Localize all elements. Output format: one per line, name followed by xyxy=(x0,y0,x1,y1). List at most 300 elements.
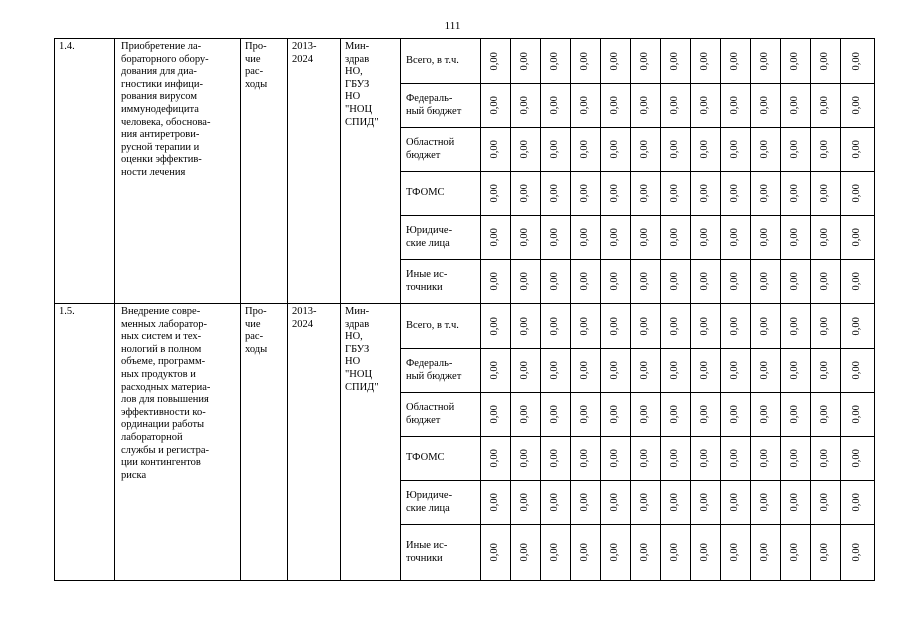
funding-value: 0,00 xyxy=(489,96,501,115)
funding-value-cell xyxy=(571,304,601,349)
funding-value: 0,00 xyxy=(819,51,831,71)
funding-value: 0,00 xyxy=(609,493,621,512)
funding-value-cell xyxy=(811,260,841,304)
funding-value: 0,00 xyxy=(819,316,831,336)
funding-value: 0,00 xyxy=(789,140,801,159)
funding-value: 0,00 xyxy=(851,228,863,247)
funding-value: 0,00 xyxy=(549,140,561,159)
funding-value: 0,00 xyxy=(549,361,561,380)
funding-value-cell xyxy=(781,481,811,525)
funding-value-cell xyxy=(541,172,571,216)
funding-value: 0,00 xyxy=(789,51,801,71)
funding-value-cell xyxy=(751,349,781,393)
funding-value-cell xyxy=(721,172,751,216)
responsible-executor: Мин- здрав НО, ГБУЗ НО "НОЦ СПИД" xyxy=(341,39,401,304)
funding-value-cell xyxy=(811,525,841,581)
funding-value: 0,00 xyxy=(639,228,651,247)
funding-value-cell xyxy=(841,172,875,216)
funding-value-cell xyxy=(721,39,751,84)
funding-value-cell xyxy=(511,216,541,260)
funding-value: 0,00 xyxy=(489,449,501,468)
funding-value: 0,00 xyxy=(851,405,863,424)
funding-value: 0,00 xyxy=(489,272,501,291)
funding-value: 0,00 xyxy=(669,449,681,468)
funding-value-cell xyxy=(661,84,691,128)
funding-source-label: Всего, в т.ч. xyxy=(401,39,481,84)
expense-type: Про- чие рас- ходы xyxy=(241,304,288,581)
funding-value-cell xyxy=(691,437,721,481)
funding-value: 0,00 xyxy=(851,51,863,71)
funding-value: 0,00 xyxy=(851,184,863,203)
funding-value: 0,00 xyxy=(609,96,621,115)
funding-value-cell xyxy=(601,39,631,84)
funding-value-cell xyxy=(691,481,721,525)
funding-value-cell xyxy=(841,84,875,128)
funding-source-label: ТФОМС xyxy=(401,437,481,481)
funding-value-cell xyxy=(661,304,691,349)
funding-value-cell xyxy=(781,437,811,481)
funding-value-cell xyxy=(811,216,841,260)
funding-value-cell xyxy=(481,84,511,128)
funding-value-cell xyxy=(601,84,631,128)
funding-value: 0,00 xyxy=(759,493,771,512)
funding-value-cell xyxy=(751,525,781,581)
funding-value-cell xyxy=(661,172,691,216)
funding-value: 0,00 xyxy=(489,140,501,159)
funding-value-cell xyxy=(511,39,541,84)
funding-value: 0,00 xyxy=(669,405,681,424)
funding-value-cell xyxy=(751,128,781,172)
funding-value: 0,00 xyxy=(549,51,561,71)
funding-value: 0,00 xyxy=(489,543,501,562)
funding-value-cell xyxy=(511,128,541,172)
funding-value: 0,00 xyxy=(699,272,711,291)
funding-value: 0,00 xyxy=(639,51,651,71)
funding-value-cell xyxy=(571,349,601,393)
funding-value-cell xyxy=(481,260,511,304)
funding-value-cell xyxy=(481,304,511,349)
funding-value: 0,00 xyxy=(851,449,863,468)
funding-value-cell xyxy=(691,260,721,304)
funding-value: 0,00 xyxy=(699,184,711,203)
funding-value-cell xyxy=(631,260,661,304)
funding-value-cell xyxy=(781,39,811,84)
funding-value: 0,00 xyxy=(699,493,711,512)
funding-value-cell xyxy=(601,128,631,172)
funding-value: 0,00 xyxy=(609,184,621,203)
funding-value-cell xyxy=(571,437,601,481)
funding-value-cell xyxy=(541,304,571,349)
funding-value: 0,00 xyxy=(639,449,651,468)
funding-value-cell xyxy=(631,216,661,260)
funding-value: 0,00 xyxy=(609,543,621,562)
funding-value-cell xyxy=(511,172,541,216)
funding-value-cell xyxy=(481,437,511,481)
funding-value: 0,00 xyxy=(729,543,741,562)
funding-value: 0,00 xyxy=(789,316,801,336)
funding-value-cell xyxy=(781,128,811,172)
funding-value: 0,00 xyxy=(549,316,561,336)
funding-value: 0,00 xyxy=(579,405,591,424)
funding-value: 0,00 xyxy=(819,140,831,159)
funding-source-label: Иные ис- точники xyxy=(401,260,481,304)
funding-value-cell xyxy=(511,481,541,525)
funding-value-cell xyxy=(661,437,691,481)
funding-value: 0,00 xyxy=(729,228,741,247)
funding-value-cell xyxy=(841,481,875,525)
funding-value: 0,00 xyxy=(639,96,651,115)
funding-value-cell xyxy=(721,84,751,128)
funding-value-cell xyxy=(721,437,751,481)
funding-value: 0,00 xyxy=(759,140,771,159)
funding-value: 0,00 xyxy=(729,449,741,468)
implementation-period: 2013- 2024 xyxy=(288,39,341,304)
funding-value-cell xyxy=(481,216,511,260)
funding-value: 0,00 xyxy=(549,449,561,468)
funding-value: 0,00 xyxy=(579,96,591,115)
funding-value-cell xyxy=(781,216,811,260)
activity-name: Внедрение совре- менных лаборатор- ных систем и тех- нологий в полном объеме, программ- ных продуктов и расходных материа- лов для повышения эффективности ко- ординации работы лабораторной службы и регистра- ции контингентов риска xyxy=(115,304,241,581)
funding-value-cell xyxy=(691,128,721,172)
funding-value: 0,00 xyxy=(549,184,561,203)
funding-value-cell xyxy=(811,393,841,437)
funding-value-cell xyxy=(721,216,751,260)
funding-value-cell xyxy=(811,172,841,216)
funding-value-cell xyxy=(661,39,691,84)
funding-value: 0,00 xyxy=(609,361,621,380)
funding-value-cell xyxy=(811,481,841,525)
funding-value: 0,00 xyxy=(851,272,863,291)
funding-value: 0,00 xyxy=(519,493,531,512)
funding-value: 0,00 xyxy=(759,96,771,115)
funding-value-cell xyxy=(511,437,541,481)
funding-value: 0,00 xyxy=(639,543,651,562)
funding-value-cell xyxy=(781,304,811,349)
funding-value: 0,00 xyxy=(699,405,711,424)
funding-value-cell xyxy=(541,481,571,525)
funding-value: 0,00 xyxy=(789,493,801,512)
funding-value-cell xyxy=(811,304,841,349)
funding-value: 0,00 xyxy=(489,493,501,512)
funding-value: 0,00 xyxy=(759,449,771,468)
funding-value-cell xyxy=(781,84,811,128)
funding-value: 0,00 xyxy=(549,96,561,115)
funding-value-cell xyxy=(511,304,541,349)
funding-value: 0,00 xyxy=(549,228,561,247)
funding-value: 0,00 xyxy=(819,449,831,468)
funding-value: 0,00 xyxy=(851,96,863,115)
funding-value-cell xyxy=(511,349,541,393)
funding-value-cell xyxy=(631,349,661,393)
funding-value-cell xyxy=(691,172,721,216)
funding-source-label: Федераль- ный бюджет xyxy=(401,349,481,393)
page-number: 111 xyxy=(444,20,461,32)
funding-value-cell xyxy=(511,84,541,128)
funding-value-cell xyxy=(631,481,661,525)
funding-value: 0,00 xyxy=(579,493,591,512)
funding-value: 0,00 xyxy=(489,51,501,71)
funding-value: 0,00 xyxy=(819,228,831,247)
funding-value: 0,00 xyxy=(549,272,561,291)
funding-value: 0,00 xyxy=(789,272,801,291)
funding-value: 0,00 xyxy=(819,96,831,115)
funding-value-cell xyxy=(751,260,781,304)
funding-value: 0,00 xyxy=(519,228,531,247)
funding-value-cell xyxy=(661,128,691,172)
funding-value: 0,00 xyxy=(759,51,771,71)
funding-value: 0,00 xyxy=(699,543,711,562)
funding-value: 0,00 xyxy=(639,140,651,159)
funding-value: 0,00 xyxy=(699,449,711,468)
funding-value: 0,00 xyxy=(639,405,651,424)
funding-value: 0,00 xyxy=(819,184,831,203)
funding-value-cell xyxy=(541,349,571,393)
funding-value-cell xyxy=(781,393,811,437)
funding-value: 0,00 xyxy=(519,316,531,336)
funding-value-cell xyxy=(571,216,601,260)
funding-value: 0,00 xyxy=(699,361,711,380)
funding-value: 0,00 xyxy=(669,184,681,203)
funding-value: 0,00 xyxy=(789,96,801,115)
funding-value: 0,00 xyxy=(759,272,771,291)
funding-value-cell xyxy=(481,525,511,581)
funding-value-cell xyxy=(631,304,661,349)
funding-value: 0,00 xyxy=(669,361,681,380)
funding-value-cell xyxy=(601,437,631,481)
responsible-executor: Мин- здрав НО, ГБУЗ НО "НОЦ СПИД" xyxy=(341,304,401,581)
funding-value-cell xyxy=(541,393,571,437)
funding-value: 0,00 xyxy=(819,361,831,380)
funding-value-cell xyxy=(601,304,631,349)
funding-value-cell xyxy=(721,393,751,437)
funding-value-cell xyxy=(541,437,571,481)
funding-value-cell xyxy=(571,84,601,128)
funding-value: 0,00 xyxy=(519,184,531,203)
funding-value-cell xyxy=(781,349,811,393)
funding-value-cell xyxy=(541,84,571,128)
funding-value: 0,00 xyxy=(729,405,741,424)
funding-value-cell xyxy=(661,260,691,304)
funding-value: 0,00 xyxy=(489,316,501,336)
funding-value-cell xyxy=(631,393,661,437)
funding-value: 0,00 xyxy=(639,272,651,291)
funding-value: 0,00 xyxy=(609,140,621,159)
funding-value: 0,00 xyxy=(729,140,741,159)
funding-value-cell xyxy=(661,525,691,581)
funding-value: 0,00 xyxy=(789,361,801,380)
funding-value-cell xyxy=(811,84,841,128)
funding-value: 0,00 xyxy=(729,96,741,115)
funding-value-cell xyxy=(571,128,601,172)
funding-value: 0,00 xyxy=(579,449,591,468)
funding-value-cell xyxy=(511,525,541,581)
funding-value: 0,00 xyxy=(729,361,741,380)
funding-value: 0,00 xyxy=(519,361,531,380)
funding-value-cell xyxy=(691,216,721,260)
funding-value-cell xyxy=(481,393,511,437)
funding-value: 0,00 xyxy=(579,184,591,203)
funding-value-cell xyxy=(571,260,601,304)
funding-value: 0,00 xyxy=(851,361,863,380)
funding-value-cell xyxy=(811,349,841,393)
table-row xyxy=(55,304,875,349)
funding-value-cell xyxy=(751,216,781,260)
funding-value-cell xyxy=(481,349,511,393)
funding-value-cell xyxy=(571,393,601,437)
funding-value-cell xyxy=(601,216,631,260)
funding-source-label: Областной бюджет xyxy=(401,128,481,172)
funding-value: 0,00 xyxy=(851,493,863,512)
funding-value: 0,00 xyxy=(729,316,741,336)
funding-value: 0,00 xyxy=(579,361,591,380)
funding-value: 0,00 xyxy=(579,228,591,247)
funding-value: 0,00 xyxy=(819,493,831,512)
funding-value-cell xyxy=(541,260,571,304)
funding-value-cell xyxy=(841,393,875,437)
funding-value-cell xyxy=(841,437,875,481)
funding-value-cell xyxy=(691,393,721,437)
funding-value: 0,00 xyxy=(729,184,741,203)
funding-value: 0,00 xyxy=(579,316,591,336)
funding-value-cell xyxy=(781,260,811,304)
funding-source-label: Юридиче- ские лица xyxy=(401,216,481,260)
funding-value: 0,00 xyxy=(789,184,801,203)
funding-value-cell xyxy=(631,437,661,481)
funding-value-cell xyxy=(571,481,601,525)
funding-value-cell xyxy=(601,393,631,437)
funding-source-label: ТФОМС xyxy=(401,172,481,216)
funding-value: 0,00 xyxy=(669,51,681,71)
funding-value: 0,00 xyxy=(669,543,681,562)
funding-value: 0,00 xyxy=(699,96,711,115)
funding-value: 0,00 xyxy=(549,405,561,424)
funding-value-cell xyxy=(841,260,875,304)
funding-value: 0,00 xyxy=(579,51,591,71)
funding-value: 0,00 xyxy=(549,493,561,512)
funding-value-cell xyxy=(601,349,631,393)
funding-value: 0,00 xyxy=(759,184,771,203)
funding-value-cell xyxy=(751,481,781,525)
funding-value: 0,00 xyxy=(729,51,741,71)
funding-value: 0,00 xyxy=(579,272,591,291)
funding-value: 0,00 xyxy=(609,51,621,71)
funding-value: 0,00 xyxy=(759,405,771,424)
funding-value-cell xyxy=(541,128,571,172)
funding-value-cell xyxy=(751,172,781,216)
funding-value-cell xyxy=(751,393,781,437)
funding-value-cell xyxy=(481,172,511,216)
funding-value-cell xyxy=(751,437,781,481)
funding-value: 0,00 xyxy=(699,228,711,247)
funding-value-cell xyxy=(691,349,721,393)
funding-value: 0,00 xyxy=(549,543,561,562)
funding-value: 0,00 xyxy=(609,272,621,291)
activity-number: 1.4. xyxy=(55,39,115,304)
funding-value: 0,00 xyxy=(519,405,531,424)
funding-value-cell xyxy=(721,481,751,525)
funding-value: 0,00 xyxy=(519,96,531,115)
funding-value-cell xyxy=(631,128,661,172)
funding-value: 0,00 xyxy=(699,51,711,71)
implementation-period: 2013- 2024 xyxy=(288,304,341,581)
funding-value-cell xyxy=(781,172,811,216)
funding-value-cell xyxy=(661,393,691,437)
funding-value: 0,00 xyxy=(851,316,863,336)
funding-value-cell xyxy=(811,39,841,84)
funding-value: 0,00 xyxy=(669,316,681,336)
funding-value-cell xyxy=(631,525,661,581)
funding-value: 0,00 xyxy=(639,493,651,512)
funding-value: 0,00 xyxy=(759,361,771,380)
funding-value-cell xyxy=(751,304,781,349)
activity-number: 1.5. xyxy=(55,304,115,581)
funding-value: 0,00 xyxy=(639,361,651,380)
funding-value: 0,00 xyxy=(489,184,501,203)
funding-source-label: Иные ис- точники xyxy=(401,525,481,581)
funding-source-label: Всего, в т.ч. xyxy=(401,304,481,349)
funding-value-cell xyxy=(691,525,721,581)
funding-value: 0,00 xyxy=(789,449,801,468)
funding-value: 0,00 xyxy=(669,493,681,512)
funding-value-cell xyxy=(571,525,601,581)
funding-value: 0,00 xyxy=(669,140,681,159)
funding-value: 0,00 xyxy=(759,316,771,336)
funding-value: 0,00 xyxy=(579,543,591,562)
funding-value-cell xyxy=(841,39,875,84)
funding-value-cell xyxy=(691,39,721,84)
funding-value-cell xyxy=(511,393,541,437)
funding-value-cell xyxy=(601,481,631,525)
funding-value: 0,00 xyxy=(699,316,711,336)
funding-value-cell xyxy=(481,128,511,172)
funding-value-cell xyxy=(721,349,751,393)
funding-value: 0,00 xyxy=(819,405,831,424)
funding-value-cell xyxy=(811,128,841,172)
funding-value-cell xyxy=(691,304,721,349)
funding-value-cell xyxy=(721,525,751,581)
funding-value-cell xyxy=(601,260,631,304)
funding-value-cell xyxy=(841,525,875,581)
expense-type: Про- чие рас- ходы xyxy=(241,39,288,304)
funding-value-cell xyxy=(661,349,691,393)
funding-value-cell xyxy=(511,260,541,304)
funding-value: 0,00 xyxy=(519,543,531,562)
funding-value-cell xyxy=(811,437,841,481)
funding-value-cell xyxy=(481,39,511,84)
funding-source-label: Юридиче- ские лица xyxy=(401,481,481,525)
funding-value: 0,00 xyxy=(519,272,531,291)
funding-value: 0,00 xyxy=(851,543,863,562)
funding-value-cell xyxy=(631,39,661,84)
funding-value-cell xyxy=(841,128,875,172)
funding-value: 0,00 xyxy=(489,405,501,424)
funding-value: 0,00 xyxy=(579,140,591,159)
funding-value: 0,00 xyxy=(519,140,531,159)
funding-value-cell xyxy=(751,84,781,128)
funding-value: 0,00 xyxy=(609,405,621,424)
funding-value: 0,00 xyxy=(789,228,801,247)
funding-value: 0,00 xyxy=(789,543,801,562)
funding-value: 0,00 xyxy=(819,272,831,291)
funding-value: 0,00 xyxy=(699,140,711,159)
funding-value-cell xyxy=(601,172,631,216)
funding-value: 0,00 xyxy=(759,228,771,247)
funding-value: 0,00 xyxy=(819,543,831,562)
funding-value-cell xyxy=(541,216,571,260)
funding-value-cell xyxy=(841,304,875,349)
funding-source-label: Федераль- ный бюджет xyxy=(401,84,481,128)
funding-value-cell xyxy=(661,481,691,525)
